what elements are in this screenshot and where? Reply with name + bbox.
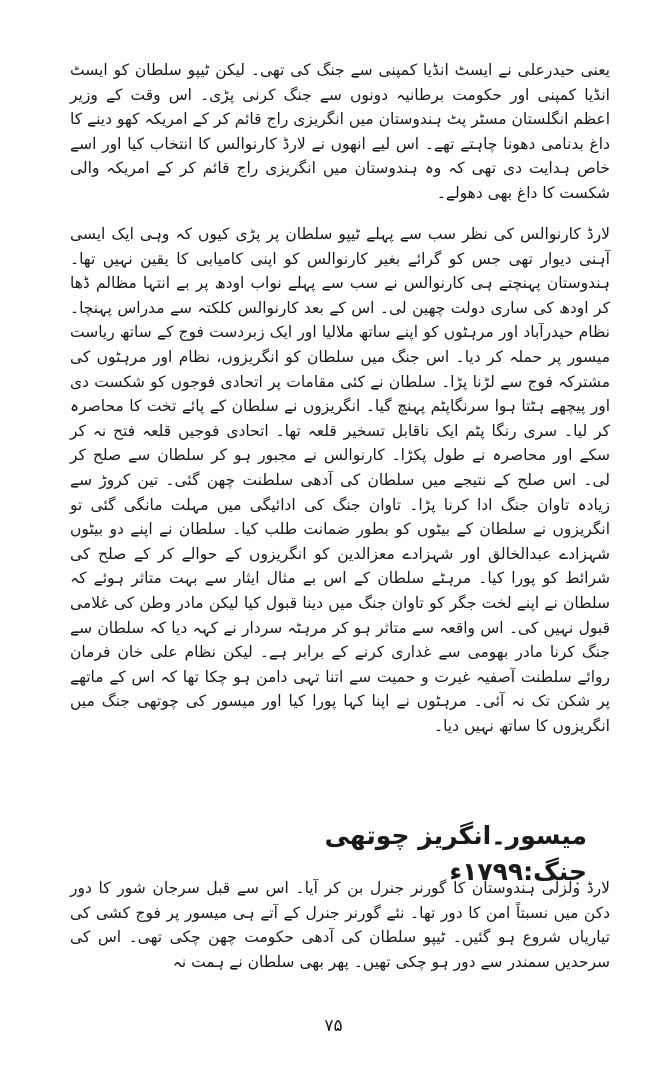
section-heading: میسور۔انگریز چوتھی جنگ:۱۷۹۹ء bbox=[324, 821, 587, 886]
paragraph-haidar-ali: یعنی حیدرعلی نے ایسٹ انڈیا کمپنی سے جنگ کی تھی۔ لیکن ٹیپو سلطان کو ایسٹ انڈیا کمپنی اور حکومت برطانیہ دونوں سے جنگ کرنی پڑی۔ اس وقت کے وزیر اعظم انگلستان مسٹر پٹ ہندوستان میں انگریزی راج قائم کر کے امریکہ کھو دینے کا داغ بدنامی دھونا چاہتے تھے۔ اس لیے انھوں نے لارڈ کارنوالس کا انتخاب کیا اور اسے خاص ہدایت دی تھی کہ وہ ہندوستان میں انگریزی راج قائم کر کے امریکہ والی شکست کا داغ بھی دھولے۔ bbox=[70, 61, 610, 202]
paragraph-wellesley: لارڈ ولزلی ہندوستان کا گورنر جنرل بن کر آیا۔ اس سے قبل سرجان شور کا دور دکن میں نسبتاً امن کا دور تھا۔ نئے گورنر جنرل کے آتے ہی میسور پر فوج کشی کی تیاریاں شروع ہو گئیں۔ ٹیپو سلطان کی آدھی حکومت چھن چکی تھی۔ اس کی سرحدیں سمندر سے دور ہو چکی تھیں۔ پھر بھی سلطان نے ہمت نہ bbox=[70, 879, 610, 971]
page-number: ۷۵ bbox=[324, 1016, 343, 1036]
paragraph-cornwallis: لارڈ کارنوالس کی نظر سب سے پہلے ٹیپو سلطان پر پڑی کیوں کہ وہی ایک ایسی آہنی دیوار تھی جس کو گرائے بغیر کارنوالس کو اپنی کامیابی کا یقین نہیں تھا۔ ہندوستان پہنچتے ہی کارنوالس نے سب سے پہلے نواب اودھ پر بے انتہا مظالم ڈھا کر اودھ کی ساری دولت چھین لی۔ اس کے بعد کارنوالس کلکتہ سے مدراس پہنچا۔ نظام حیدرآباد اور مرہٹوں کو اپنے ساتھ ملالیا اور ایک زبردست فوج کے ساتھ ریاست میسور پر حملہ کر دیا۔ اس جنگ میں سلطان کو انگریزوں، نظام اور مرہٹوں کی مشترکہ فوج سے لڑنا پڑا۔ سلطان نے کئی مقامات پر اتحادی فوجوں کو شکست دی اور پیچھے ہٹتا ہوا سرنگاپٹم پہنچ گیا۔ انگریزوں نے سلطان کے پائے تخت کا محاصرہ کر لیا۔ سری رنگا پٹم ایک ناقابل تسخیر قلعہ تھا۔ اتحادی فوجیں قلعہ فتح نہ کر سکے اور محاصرہ نے طول پکڑا۔ کارنوالس نے مجبور ہو کر سلطان سے صلح کر لی۔ اس صلح کے نتیجے میں سلطان کی آدھی سلطنت چھن گئی۔ تین کروڑ سے زیادہ تاوان جنگ ادا کرنا پڑا۔ تاوان جنگ کی ادائیگی میں مہلت مانگی گئی تو انگریزوں نے سلطان کے بیٹوں کو بطور ضمانت طلب کیا۔ سلطان نے اپنے دو بیٹوں شہزادے عبدالخالق اور شہزادے معزالدین کو انگریزوں کے حوالے کر کے صلح کی شرائط کو پورا کیا۔ مرہٹے سلطان کے اس بے مثال ایثار سے بہت متاثر ہوئے کہ سلطان نے اپنے لخت جگر کو تاوان جنگ میں دینا قبول کیا لیکن مادر وطن کی غلامی قبول نہیں کی۔ اس واقعہ سے متاثر ہو کر مرہٹہ سردار نے کہہ دیا کہ سلطان سے جنگ کرنا مادر بھومی سے غداری کرنے کے برابر ہے۔ لیکن نظام علی خان فرمان روائے سلطنت آصفیہ غیرت و حمیت سے اتنا تہی دامن ہو چکا تھا کہ اس کے ماتھے پر شکن تک نہ آئی۔ مرہٹوں نے اپنا کہا پورا کیا اور میسور کی چوتھی جنگ میں انگریزوں کا ساتھ نہیں دیا۔ bbox=[70, 225, 610, 735]
